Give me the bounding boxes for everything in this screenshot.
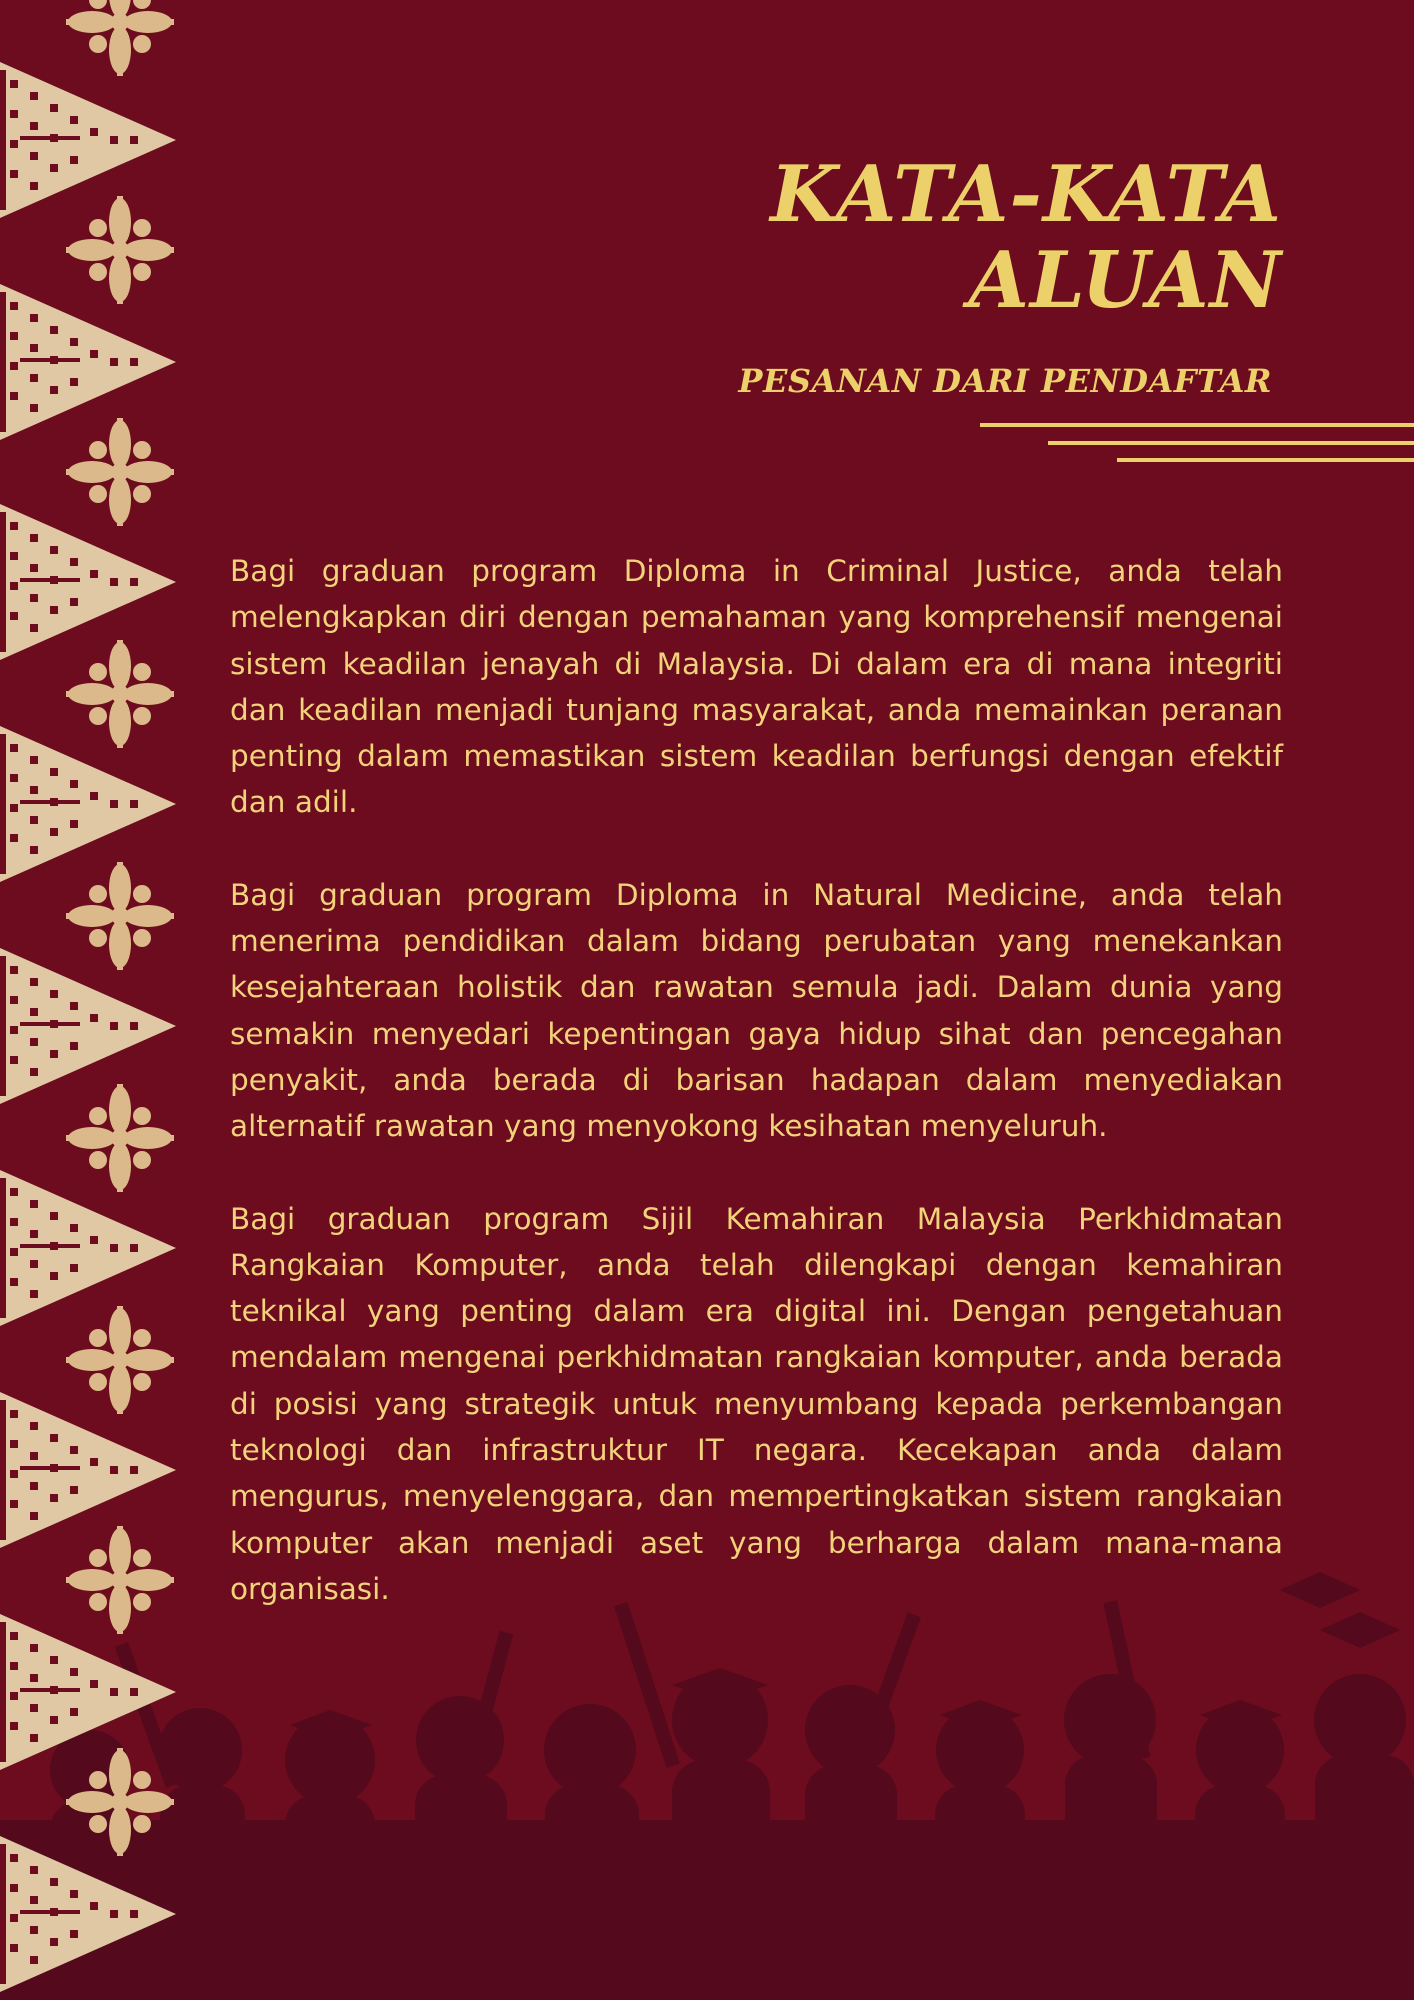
songket-border-ornament bbox=[0, 0, 180, 2000]
message-body bbox=[230, 548, 1283, 1658]
page-title bbox=[582, 149, 1282, 326]
title-line-1: KATA-KATA bbox=[770, 149, 1282, 240]
decorative-rule-2 bbox=[1048, 441, 1414, 445]
paragraph-network-services: Bagi graduan program Sijil Kemahiran Malaysia Perkhidmatan Rangkaian Komputer, anda telah dilengkapi dengan kemahiran teknikal yang penting dalam era digital ini. Dengan pengetahuan mendalam mengenai perkhidmatan rangkaian komputer, anda berada di posisi yang strategik untuk menyumbang kepada perkembangan teknologi dan infrastruktur IT negara. Kecekapan anda dalam mengurus, menyelenggara, dan mempertingkatkan sistem rangkaian komputer akan menjadi aset yang berharga dalam mana-mana organisasi. bbox=[230, 1201, 1283, 1606]
page-subtitle: PESANAN DARI PENDAFTAR bbox=[738, 362, 1272, 400]
paragraph-criminal-justice: Bagi graduan program Diploma in Criminal Justice, anda telah melengkapkan diri dengan pemahaman yang komprehensif mengenai sistem keadilan jenayah di Malaysia. Di dalam era di mana integriti dan keadilan menjadi tunjang masyarakat, anda memainkan peranan penting dalam memastikan sistem keadilan berfungsi dengan efektif dan adil. bbox=[230, 554, 1283, 820]
decorative-rule-1 bbox=[980, 423, 1414, 427]
decorative-rule-3 bbox=[1117, 458, 1414, 462]
title-line-2: ALUAN bbox=[968, 235, 1282, 326]
paragraph-natural-medicine: Bagi graduan program Diploma in Natural Medicine, anda telah menerima pendidikan dalam bidang perubatan yang menekankan kesejahteraan holistik dan rawatan semula jadi. Dalam dunia yang semakin menyedari kepentingan gaya hidup sihat dan pencegahan penyakit, anda berada di barisan hadapan dalam menyediakan alternatif rawatan yang menyokong kesihatan menyeluruh. bbox=[230, 877, 1283, 1144]
